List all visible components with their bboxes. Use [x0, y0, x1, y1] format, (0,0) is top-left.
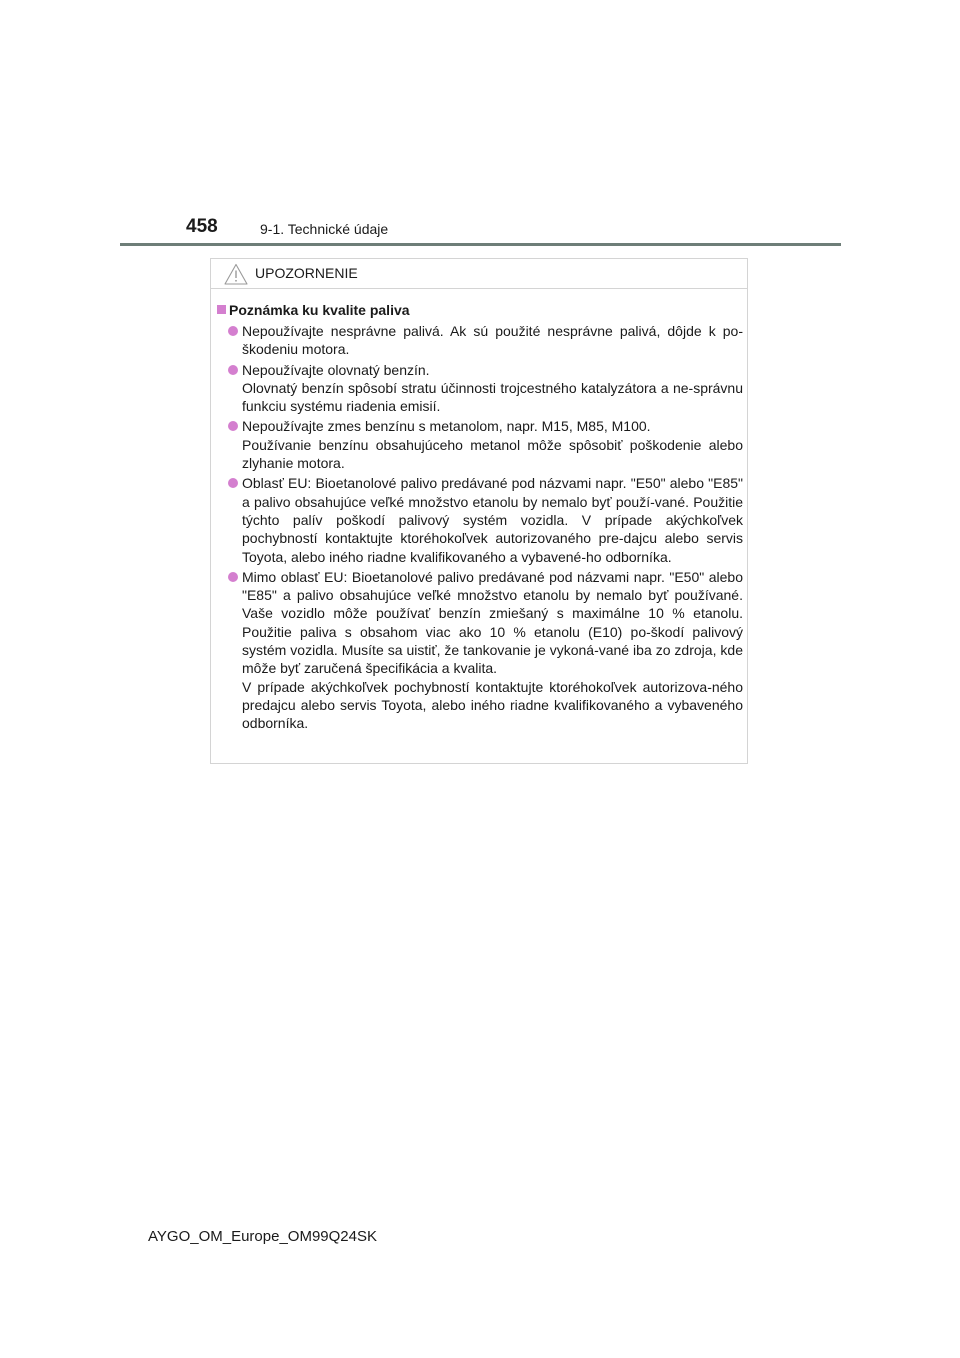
list-item-text: Nepoužívajte zmes benzínu s metanolom, napr. M15, M85, M100.: [242, 418, 651, 435]
list-item: [217, 474, 743, 565]
circle-bullet-icon: [228, 421, 238, 431]
list-item-text: Nepoužívajte nesprávne palivá. Ak sú použité nesprávne palivá, dôjde k po-škodeniu motora.: [242, 323, 743, 358]
warning-body: [217, 301, 743, 735]
square-bullet-icon: [217, 305, 226, 314]
document-code: AYGO_OM_Europe_OM99Q24SK: [148, 1228, 377, 1245]
subheading-text: Poznámka ku kvalite paliva: [229, 302, 410, 318]
warning-triangle-icon: [224, 263, 248, 285]
list-item: [217, 361, 743, 416]
circle-bullet-icon: [228, 365, 238, 375]
list-item-text: Nepoužívajte olovnatý benzín.: [242, 361, 430, 378]
page-header: [0, 0, 960, 250]
list-item-text: Oblasť EU: Bioetanolové palivo predávané pod názvami napr. "E50" alebo "E85" a palivo obsahujúce veľké množstvo etanolu by nemalo byť použí-vané. Použitie týchto palív poškodí palivový systém vozidla. V prípade akýchkoľvek pochybností kontaktujte ktoréhokoľvek autorizovaného pre-dajcu alebo servis Toyota, alebo iného riadne kvalifikovaného a vybavené-ho odborníka.: [242, 475, 743, 565]
list-item-text: Používanie benzínu obsahujúceho metanol môže spôsobiť poškodenie alebo zlyhanie motora.: [242, 436, 743, 472]
list-item: [217, 417, 743, 472]
section-title: 9-1. Technické údaje: [260, 221, 389, 237]
circle-bullet-icon: [228, 326, 238, 336]
list-item-text: V prípade akýchkoľvek pochybností kontaktujte ktoréhokoľvek autorizova-ného predajcu alebo servis Toyota, alebo iného riadne kvalifikovaného a vybaveného odborníka.: [242, 678, 743, 732]
list-item-text: Olovnatý benzín spôsobí stratu účinnosti trojcestného katalyzátora a ne-správnu funkciu systému riadenia emisií.: [242, 379, 743, 415]
warning-header: [211, 259, 747, 289]
header-divider: [120, 243, 841, 246]
warning-list: [217, 322, 743, 733]
warning-box: [210, 258, 748, 764]
list-item: [217, 322, 743, 359]
circle-bullet-icon: [228, 572, 238, 582]
list-item-text: Mimo oblasť EU: Bioetanolové palivo predávané pod názvami napr. "E50" alebo "E85" a palivo obsahujúce veľké množstvo etanolu by nemalo byť používané. Vaše vozidlo môže používať benzín zmiešaný s maximálne 10 % etanolu. Použitie paliva s obsahom viac ako 10 % etanolu (E10) po-škodí palivový systém vozidla. Musíte sa uistiť, že tankovanie je vykoná-vané iba zo zdroja, kde môže byť zaručená špecifikácia a kvalita.: [242, 568, 743, 677]
page-number: 458: [186, 216, 218, 237]
subheading: [217, 301, 743, 319]
circle-bullet-icon: [228, 478, 238, 488]
list-item: [217, 568, 743, 733]
warning-label: UPOZORNENIE: [255, 265, 358, 281]
